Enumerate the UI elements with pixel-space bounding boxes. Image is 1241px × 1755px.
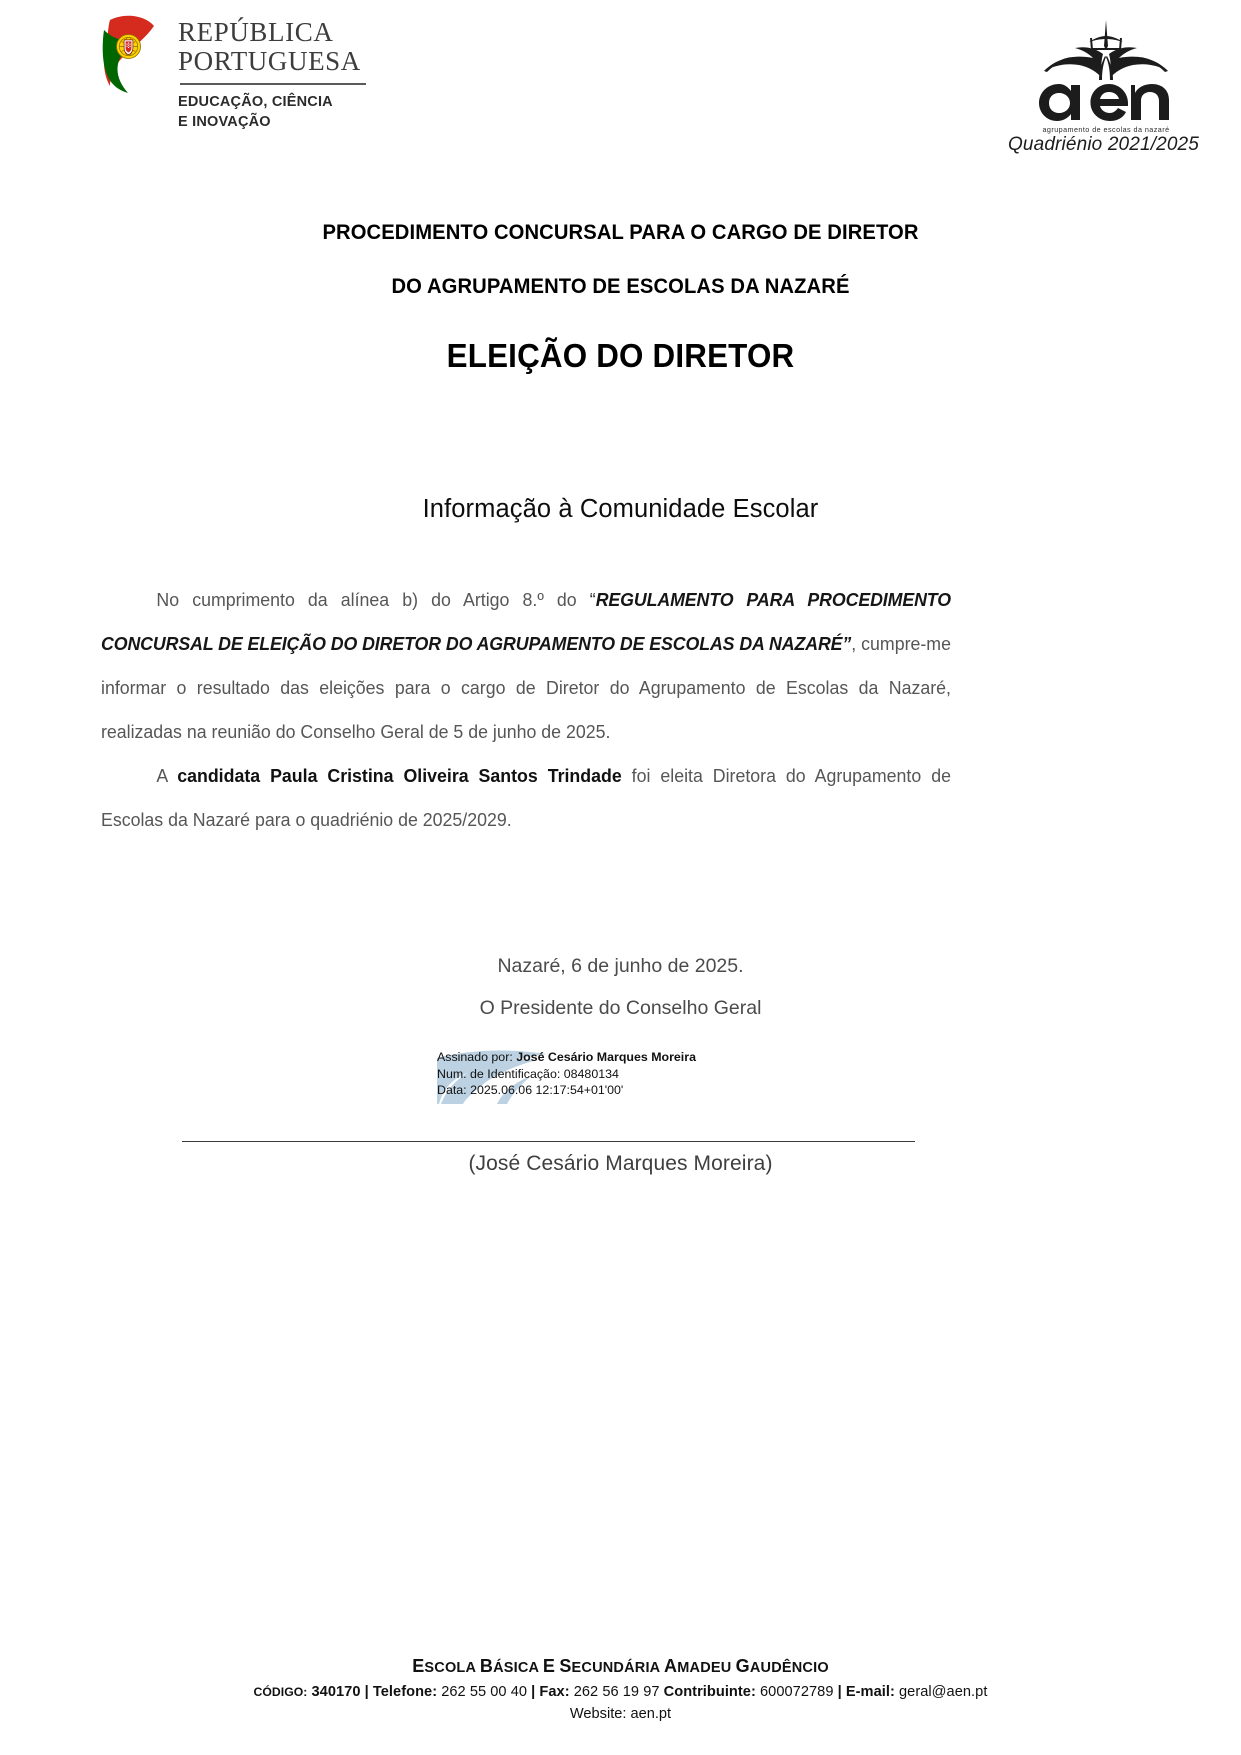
footer-contribuinte-value: 600072789	[760, 1684, 834, 1700]
footer-sc-a1: A	[664, 1656, 678, 1676]
p2-intro: A	[156, 765, 178, 786]
footer-email-value[interactable]: geral@aen.pt	[898, 1684, 988, 1700]
document-body	[101, 578, 951, 842]
footer-w4: ECUNDÁRIA	[571, 1660, 665, 1676]
footer-sep-3: |	[837, 1684, 842, 1700]
rp-subtitle-line-1: EDUCAÇÃO, CIÊNCIA	[178, 94, 333, 111]
closing-block	[0, 945, 1241, 1029]
footer-contacts	[0, 1684, 1241, 1700]
footer-sep-1: |	[364, 1684, 369, 1700]
signature-date-value: 2025.06.06 12:17:54+01'00'	[470, 1083, 624, 1097]
signature-printed-name: (José Cesário Marques Moreira)	[468, 1152, 773, 1175]
footer-contribuinte-label: Contribuinte:	[663, 1684, 756, 1700]
aen-logo	[1006, 16, 1206, 134]
quadrienio-label: Quadriénio 2021/2025	[1007, 134, 1199, 155]
signature-date-row	[437, 1082, 737, 1099]
signature-date-label: Data:	[437, 1083, 467, 1097]
footer-codigo-value: 340170	[311, 1684, 361, 1700]
elected-candidate-name: candidata Paula Cristina Oliveira Santos Trindade	[177, 765, 622, 786]
body-paragraph-2	[101, 754, 951, 842]
footer-sc-s1: S	[559, 1656, 572, 1676]
document-header	[0, 0, 1241, 175]
p2-tail: foi eleita Diretora do Agrupamento de Escolas da Nazaré para o quadriénio de 2025/2029.	[101, 765, 951, 830]
p1-intro: No cumprimento da alínea b) do Artigo 8.º do	[156, 589, 590, 610]
footer-codigo-c: C	[253, 1685, 263, 1699]
footer-fax-value: 262 56 19 97	[573, 1684, 660, 1700]
document-title-block	[0, 222, 1241, 329]
footer-school-name	[0, 1656, 1241, 1677]
regulation-title: REGULAMENTO PARA PROCEDIMENTO CONCURSAL DE ELEIÇÃO DO DIRETOR DO AGRUPAMENTO DE ESCOLAS DA NAZARÉ”	[101, 589, 951, 654]
p1-tail: , cumpre-me informar o resultado das eleições para o cargo de Diretor do Agrupamento de Escolas da Nazaré, realizadas na reunião do Conselho Geral de 5 de junho de 2025.	[101, 633, 951, 742]
signed-by-name: José Cesário Marques Moreira	[516, 1050, 696, 1064]
digital-signature-stamp	[437, 1048, 737, 1104]
footer-sc-e2: E	[542, 1656, 556, 1676]
signature-id-value: 08480134	[563, 1066, 619, 1081]
footer-telefone-label: Telefone:	[372, 1684, 438, 1700]
signer-role: O Presidente do Conselho Geral	[479, 997, 762, 1019]
footer-sc-e1: E	[412, 1656, 425, 1676]
signature-signed-by-row	[437, 1049, 737, 1066]
rp-divider	[180, 83, 366, 85]
rp-subtitle-line-2: E INOVAÇÃO	[178, 113, 271, 130]
aen-emblem-icon	[1011, 16, 1201, 124]
signature-text-lines	[437, 1048, 737, 1099]
footer-w1: SCOLA	[424, 1660, 480, 1676]
footer-w5: MADEU	[677, 1660, 736, 1676]
title-line-1: PROCEDIMENTO CONCURSAL PARA O CARGO DE DIRETOR	[322, 220, 919, 244]
republica-portuguesa-logo	[96, 14, 366, 132]
p1-open-quote: “	[589, 589, 596, 610]
portugal-flag-icon	[96, 14, 166, 96]
signature-line	[182, 1141, 915, 1142]
signature-id-row	[437, 1066, 737, 1083]
republica-portuguesa-wordmark	[178, 14, 366, 132]
footer-codigo-label	[254, 1685, 308, 1699]
signed-by-label: Assinado por:	[437, 1050, 513, 1064]
document-footer	[0, 1656, 1241, 1722]
rp-line-2: PORTUGUESA	[178, 46, 361, 77]
body-paragraph-1	[101, 578, 951, 754]
footer-website-label: Website:	[569, 1706, 627, 1722]
footer-telefone-value: 262 55 00 40	[441, 1684, 528, 1700]
main-heading: ELEIÇÃO DO DIRETOR	[446, 337, 795, 374]
footer-email-label: E-mail:	[845, 1684, 895, 1700]
rp-line-1: REPÚBLICA	[178, 17, 334, 47]
footer-w2: ÁSICA	[493, 1660, 543, 1676]
footer-website	[0, 1706, 1241, 1722]
footer-sep-2: |	[531, 1684, 536, 1700]
aen-subtitle: agrupamento de escolas da nazaré	[1042, 125, 1170, 134]
signature-id-label: Num. de Identificação:	[437, 1066, 561, 1081]
place-and-date: Nazaré, 6 de junho de 2025.	[497, 955, 744, 977]
footer-codigo-rest: ÓDIGO:	[262, 1685, 308, 1699]
title-line-2: DO AGRUPAMENTO DE ESCOLAS DA NAZARÉ	[391, 273, 850, 298]
footer-website-value[interactable]: aen.pt	[630, 1706, 672, 1722]
subheading: Informação à Comunidade Escolar	[422, 495, 819, 523]
footer-w6: AUDÊNCIO	[749, 1660, 829, 1676]
footer-fax-label: Fax:	[539, 1684, 570, 1700]
footer-sc-b1: B	[479, 1656, 494, 1676]
footer-sc-g1: G	[735, 1656, 750, 1676]
